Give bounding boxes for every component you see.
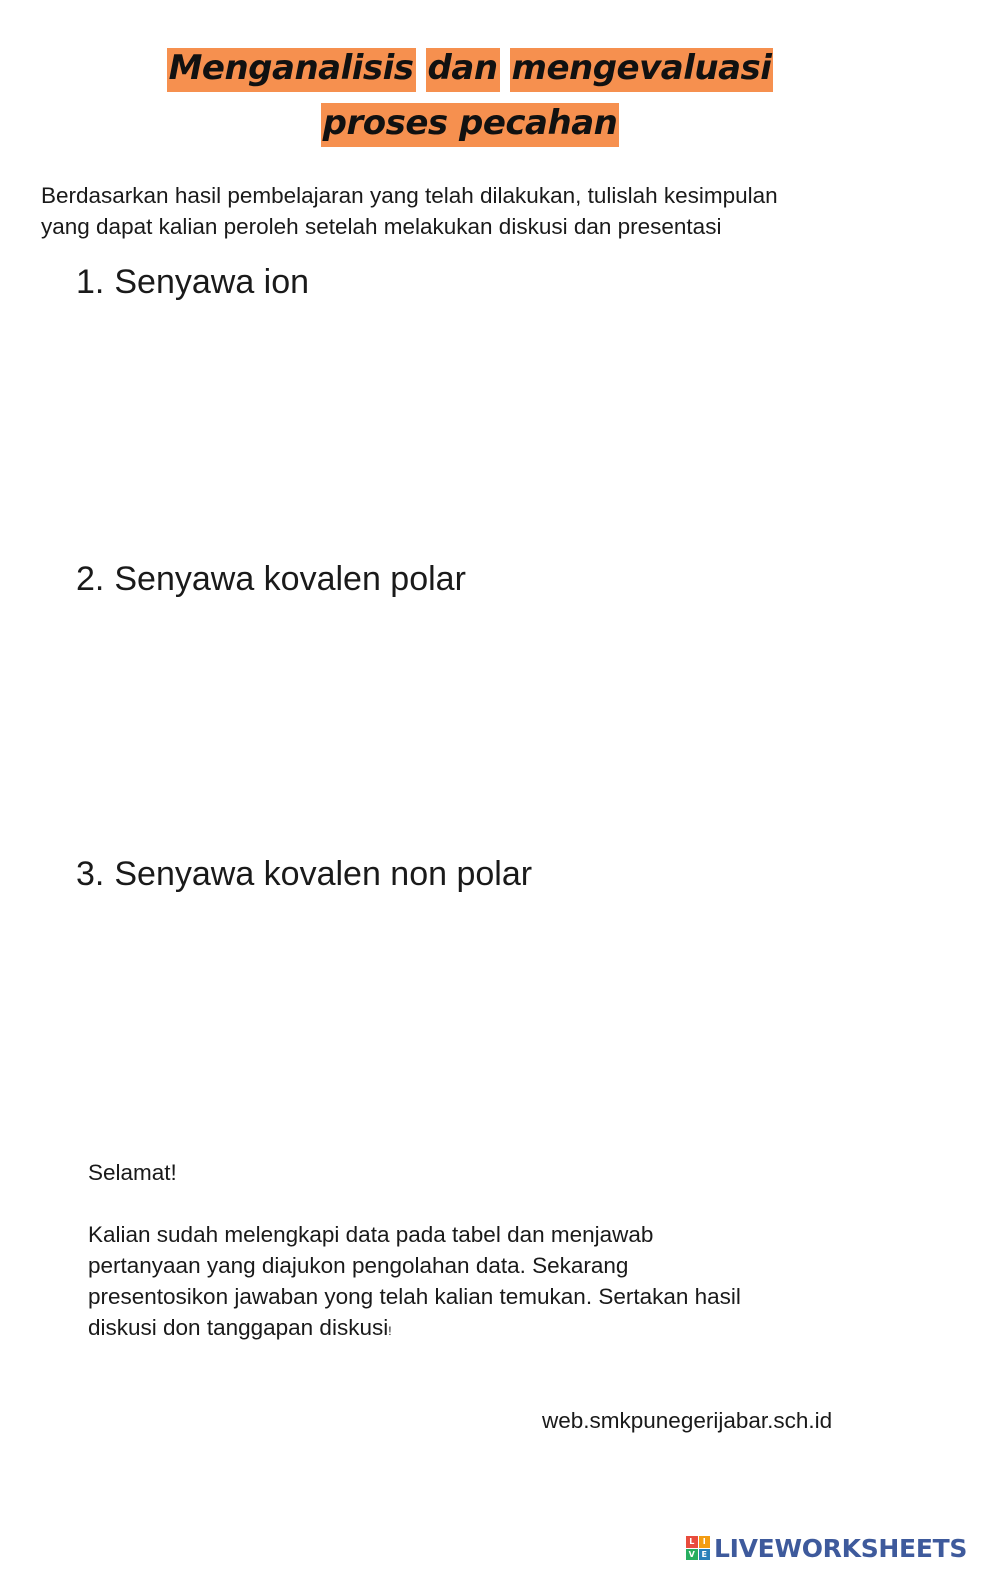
closing-line-end: ! bbox=[388, 1324, 392, 1338]
worksheet-title-line-2 bbox=[0, 103, 940, 143]
question-number: 3. bbox=[76, 855, 105, 893]
instructions-line: yang dapat kalian peroleh setelah melakukan diskusi dan presentasi bbox=[41, 214, 722, 239]
question-label: Senyawa kovalen polar bbox=[114, 560, 466, 598]
liveworksheets-brand bbox=[686, 1528, 967, 1568]
logo-tile: I bbox=[699, 1536, 711, 1548]
question-item-1 bbox=[76, 263, 309, 302]
title-word: mengevaluasi bbox=[510, 48, 774, 92]
closing-line bbox=[88, 1312, 888, 1347]
congrats-text: Selamat! bbox=[88, 1160, 177, 1185]
title-word: proses pecahan bbox=[321, 103, 620, 147]
logo-tile: E bbox=[699, 1549, 711, 1561]
closing-line-text: diskusi don tanggapan diskusi bbox=[88, 1315, 389, 1340]
website-url: web.smkpunegerijabar.sch.id bbox=[542, 1408, 833, 1433]
worksheet-title-line-1 bbox=[0, 48, 940, 88]
question-label: Senyawa ion bbox=[114, 263, 310, 301]
logo-tile: L bbox=[686, 1536, 698, 1548]
question-number: 1. bbox=[76, 263, 105, 301]
closing-paragraph bbox=[88, 1157, 888, 1347]
logo-tile: V bbox=[686, 1549, 698, 1561]
title-word: dan bbox=[426, 48, 500, 92]
instructions-paragraph bbox=[41, 180, 961, 242]
title-word: Menganalisis bbox=[167, 48, 416, 92]
instructions-line: Berdasarkan hasil pembelajaran yang telah dilakukan, tulislah kesimpulan bbox=[41, 183, 778, 208]
closing-line: pertanyaan yang diajukon pengolahan data. Sekarang bbox=[88, 1253, 629, 1278]
question-item-2 bbox=[76, 560, 466, 599]
question-label: Senyawa kovalen non polar bbox=[114, 855, 533, 893]
question-item-3 bbox=[76, 855, 532, 894]
brand-name: LIVEWORKSHEETS bbox=[714, 1533, 968, 1563]
question-number: 2. bbox=[76, 560, 105, 598]
closing-line: Kalian sudah melengkapi data pada tabel dan menjawab bbox=[88, 1222, 654, 1247]
liveworksheets-logo-icon bbox=[686, 1536, 710, 1560]
closing-line: presentosikon jawaban yong telah kalian temukan. Sertakan hasil bbox=[88, 1284, 741, 1309]
